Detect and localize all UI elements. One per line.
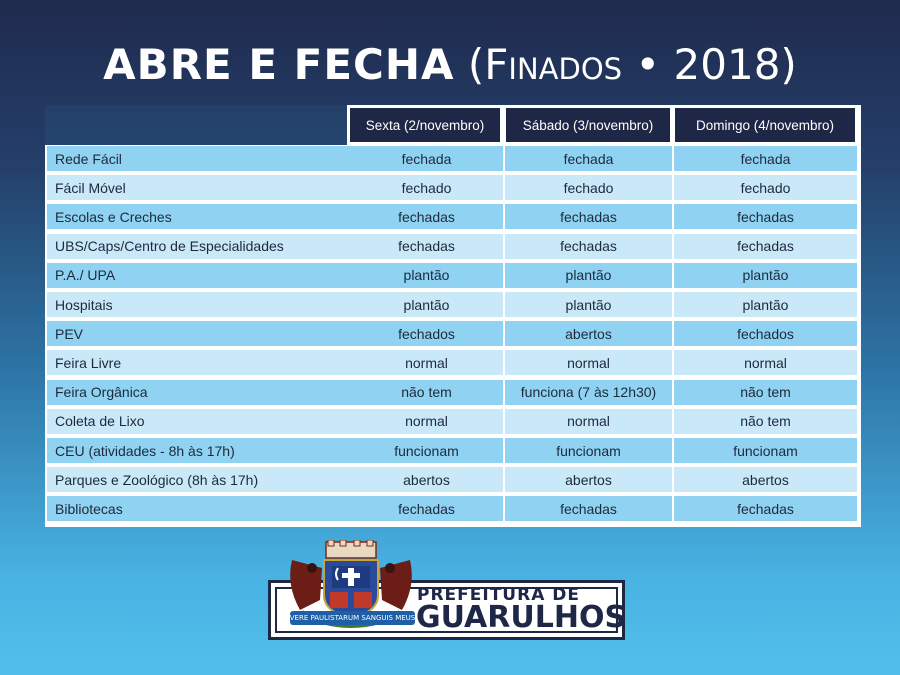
page-title — [0, 40, 900, 90]
title-sub: (Finados • 2018) — [467, 40, 797, 89]
table-cell: funcionam — [505, 438, 672, 463]
row-label: Bibliotecas — [47, 496, 350, 521]
table-row — [45, 290, 861, 319]
row-label: CEU (atividades - 8h às 17h) — [47, 438, 350, 463]
row-label: P.A./ UPA — [47, 263, 350, 288]
row-label: Parques e Zoológico (8h às 17h) — [47, 467, 350, 492]
row-label: Fácil Móvel — [47, 175, 350, 200]
row-label: Feira Orgânica — [47, 380, 350, 405]
table-row — [45, 465, 861, 494]
title-main: ABRE E FECHA — [103, 40, 455, 89]
table-cell: fechadas — [674, 496, 857, 521]
table-cell: fechados — [350, 321, 503, 346]
table-cell: fechada — [505, 146, 672, 171]
table-row — [45, 261, 861, 290]
table-cell: funcionam — [350, 438, 503, 463]
table-cell: fechadas — [505, 234, 672, 259]
table-row — [45, 144, 861, 173]
table-cell: plantão — [674, 292, 857, 317]
row-label: Hospitais — [47, 292, 350, 317]
table-row — [45, 494, 861, 523]
column-header-label: Sábado (3/novembro) — [522, 117, 654, 133]
table-cell: fechadas — [674, 204, 857, 229]
table-cell: normal — [674, 350, 857, 375]
table-cell: funcionam — [674, 438, 857, 463]
table-cell: fechada — [674, 146, 857, 171]
column-header — [347, 105, 503, 145]
table-cell: fechadas — [674, 234, 857, 259]
table-cell: abertos — [350, 467, 503, 492]
row-label: Feira Livre — [47, 350, 350, 375]
row-label: UBS/Caps/Centro de Especialidades — [47, 234, 350, 259]
logo-line2: GUARULHOS — [416, 600, 627, 635]
table-cell: fechadas — [505, 496, 672, 521]
table-cell: abertos — [505, 321, 672, 346]
column-header-label: Sexta (2/novembro) — [365, 117, 485, 133]
table-cell: plantão — [505, 292, 672, 317]
table-cell: fechadas — [505, 204, 672, 229]
table-row — [45, 202, 861, 231]
table-cell: fechadas — [350, 204, 503, 229]
table-row — [45, 436, 861, 465]
table-cell: fechadas — [350, 496, 503, 521]
table-row — [45, 348, 861, 377]
table-cell: funciona (7 às 12h30) — [505, 380, 672, 405]
table-row — [45, 378, 861, 407]
table-cell: plantão — [674, 263, 857, 288]
table-row — [45, 407, 861, 436]
column-header — [503, 105, 673, 145]
table-row — [45, 319, 861, 348]
table-cell: normal — [350, 409, 503, 434]
table-cell: fechado — [674, 175, 857, 200]
table-cell: normal — [505, 350, 672, 375]
row-label: Coleta de Lixo — [47, 409, 350, 434]
table-cell: fechada — [350, 146, 503, 171]
row-label: Rede Fácil — [47, 146, 350, 171]
table-cell: não tem — [674, 409, 857, 434]
row-label: Escolas e Creches — [47, 204, 350, 229]
table-cell: plantão — [350, 263, 503, 288]
table-cell: fechadas — [350, 234, 503, 259]
column-header — [672, 105, 858, 145]
column-header-label: Domingo (4/novembro) — [695, 117, 835, 133]
table-row — [45, 173, 861, 202]
table-cell: normal — [505, 409, 672, 434]
table-cell: não tem — [350, 380, 503, 405]
table-cell: fechado — [350, 175, 503, 200]
table-cell: abertos — [674, 467, 857, 492]
table-cell: fechados — [674, 321, 857, 346]
logo-motto: VERE PAULISTARUM SANGUIS MEUS — [290, 611, 415, 625]
table-cell: abertos — [505, 467, 672, 492]
schedule-table — [45, 105, 861, 527]
table-cell: normal — [350, 350, 503, 375]
logo-line1: PREFEITURA DE — [417, 585, 581, 605]
header-blank-cell — [45, 105, 347, 145]
table-cell: plantão — [505, 263, 672, 288]
table-row — [45, 232, 861, 261]
table-cell: não tem — [674, 380, 857, 405]
table-cell: fechado — [505, 175, 672, 200]
row-label: PEV — [47, 321, 350, 346]
table-cell: plantão — [350, 292, 503, 317]
